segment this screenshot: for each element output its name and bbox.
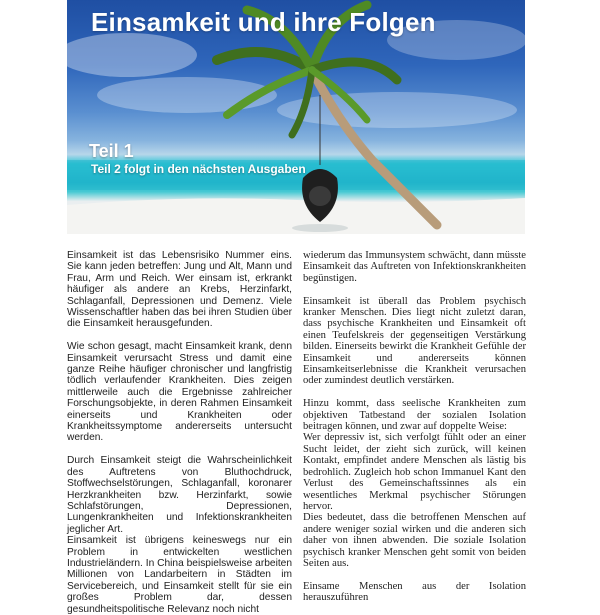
part-label: Teil 1 bbox=[89, 141, 134, 161]
paragraph: Wer depressiv ist, sich verfolgt fühlt oder an einer Sucht leidet, der zieht sich zurück, will keinen Kontakt, empfindet andere Menschen als lästig bis bedrohlich. Zugleich hob schon Immanuel Kant den Verlust des Gemeinschaftssinnes als ein wesentliches Merkmal psychischer Störungen hervor. bbox=[303, 432, 526, 512]
paragraph: Einsamkeit ist überall das Problem psychisch kranker Menschen. Dies liegt nicht zuletzt daran, dass psychische Krankheiten und Einsamkeit oft einen Teufelskreis der gegenseitigen Verstärkung bilden. Einerseits bewirkt die Krankheit Gefühle der Einsamkeit und andererseits können Einsamkeitserlebnisse die Krankheit verursachen oder zumindest deutlich verstärken. bbox=[303, 295, 526, 387]
paragraph: Wie schon gesagt, macht Einsamkeit krank, denn Einsamkeit verursacht Stress und damit eine ganze Reihe häufiger chronischer und langfristig tödlich verlaufender Krankheiten. Dies zeigen mittlerweile auch die Ergebnisse zahlreicher Forschungsobjekte, in deren Rahmen Einsamkeit einerseits und Krankheiten oder Krankheitssymptome andererseits untersucht werden. bbox=[67, 341, 292, 444]
right-column bbox=[303, 250, 526, 604]
left-column bbox=[67, 250, 292, 615]
hero-image bbox=[67, 0, 525, 234]
paragraph: Einsamkeit ist übrigens keineswegs nur ein Problem in entwickelten westlichen Industrieländern. In China beispielsweise arbeiten Millionen von Landarbeitern in Städten im Servicebereich, und Einsamkeit stellt für sie ein großes Problem dar, dessen gesundheitspolitische Relevanz noch nicht bbox=[67, 535, 292, 615]
paragraph: Hinzu kommt, dass seelische Krankheiten zum objektiven Tatbestand der sozialen Isolation beitragen können, und zwar auf doppelte Weise: bbox=[303, 398, 526, 433]
paragraph: Einsamkeit ist das Lebensrisiko Nummer eins. Sie kann jeden betreffen: Jung und Alt, Mann und Frau, Arm und Reich. Wer einsam ist, erkrankt häufiger als andere an Krebs, Herzinfarkt, Schlaganfall, Depressionen und Demenz. Viele Wissenschaftler haben das bei ihren Studien über die Einsamkeit herausgefunden. bbox=[67, 250, 292, 330]
paragraph: Durch Einsamkeit steigt die Wahrscheinlichkeit des Auftretens von Bluthochdruck, Stoffwechselstörungen, Schlaganfall, koronarer Herzkrankheiten bzw. Herzinfarkt, sowie Schlafstörungen, Depressionen, Lungenkrankheiten und Infektionskrankheiten jeglicher Art. bbox=[67, 455, 292, 535]
paragraph: wiederum das Immunsystem schwächt, dann müsste Einsamkeit das Auftreten von Infektionskrankheiten begünstigen. bbox=[303, 250, 526, 284]
paragraph: Einsame Menschen aus der Isolation herauszuführen bbox=[303, 580, 526, 604]
part-subtitle: Teil 2 folgt in den nächsten Ausgaben bbox=[91, 162, 306, 176]
paragraph: Dies bedeutet, dass die betroffenen Menschen auf andere weniger sozial wirken und die anderen sich daher von ihnen abwenden. Die soziale Isolation psychisch kranker Menschen geht somit von beiden Seiten aus. bbox=[303, 512, 526, 569]
page-title: Einsamkeit und ihre Folgen bbox=[91, 7, 436, 37]
